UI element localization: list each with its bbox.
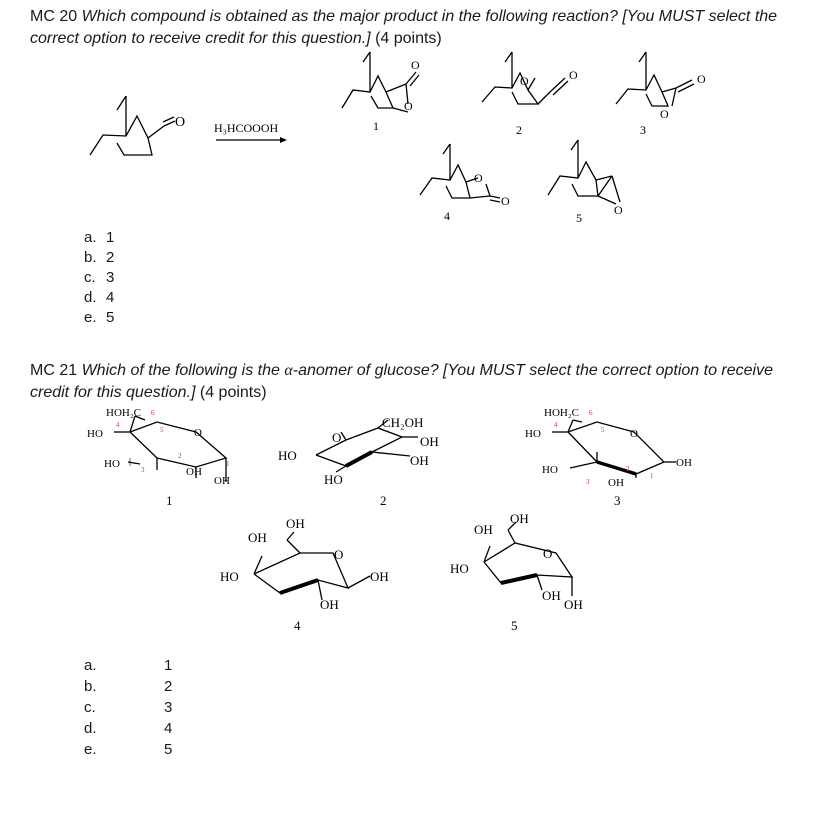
q21-s4-oh-right: OH [370,569,389,584]
q20-number: MC 20 [30,8,78,25]
q20-reagent: H₃HCOOOH [214,121,279,135]
q21-s1-num-2: 2 [178,452,182,460]
q20-reactant-structure [90,96,185,155]
q21-s3-num-2: 2 [626,465,630,473]
q21-s3-oh-c1: OH [676,457,692,469]
q21-s3-num-5: 5 [601,426,605,434]
q21-s3-num-1: 1 [650,472,654,480]
q20-option-value: 2 [106,249,115,266]
q21-label-3: 3 [614,493,621,508]
q21-s1-oh-c2: OH [186,466,202,478]
q21-label-1: 1 [166,493,173,508]
q21-structure-5 [450,511,583,633]
q21-question [30,360,790,404]
q21-option-a[interactable]: a. [84,657,97,674]
q21-s2-ch2oh: CH₂OH [382,415,424,430]
q21-s1-ring-O: O [194,427,202,439]
q20-option-value: 4 [106,289,115,306]
q21-s5-ho: HO [450,561,469,576]
q20-label-4: 4 [444,209,450,223]
q21-stem-pre: Which of the following is the [81,362,285,379]
q21-s4-ho: HO [220,569,239,584]
q20-p4-O-ring: O [474,171,483,185]
q21-option-b-value[interactable]: 2 [164,678,173,695]
q21-s5-oh-c6: OH [474,522,493,537]
q20-option-c[interactable] [84,268,114,288]
q21-option-d-value[interactable]: 4 [164,720,173,737]
q21-s2-ho-left: HO [278,448,297,463]
q20-option-d[interactable] [84,288,114,308]
q21-option-c[interactable]: c. [84,699,96,716]
q21-s1-num-4: 4 [116,421,120,429]
q21-s4-ring-O: O [334,547,344,562]
q20-label-1: 1 [373,119,379,133]
q21-s5-oh-c2: OH [542,588,561,603]
q20-p1-O-carbonyl: O [411,58,420,72]
q20-p2-O-ring: O [520,74,529,88]
q21-s1-ho-c3: HO [104,458,120,470]
q20-option-letter: b. [84,249,97,266]
q21-s5-ring-O: O [543,546,553,561]
q21-structure-2 [278,415,439,508]
q21-option-letters [84,655,97,760]
q21-alpha: α [284,362,293,379]
q21-option-values [164,655,172,760]
q20-p5-O-epoxide: O [614,203,623,217]
q20-label-2: 2 [516,123,522,137]
q21-s3-oh-c2: OH [608,477,624,489]
q21-option-e[interactable]: e. [84,741,97,758]
q21-s3-ring-O: O [630,428,638,440]
q20-product-2-structure [482,52,578,137]
q20-option-value: 5 [106,309,115,326]
q21-number: MC 21 [30,362,78,379]
q20-option-letter: e. [84,309,97,326]
q21-points: (4 points) [199,384,267,401]
q20-product-4-structure [420,144,510,223]
q21-structure-1 [87,407,230,508]
q20-points: (4 points) [375,30,442,47]
q20-label-5: 5 [576,211,582,225]
q21-s4-oh-bottom: OH [320,597,339,612]
q21-s2-oh-right: OH [410,453,429,468]
q21-s1-num-1: 1 [226,460,230,468]
q20-product-5-structure [548,140,623,225]
q20-options [84,228,114,328]
q20-label-3: 3 [640,123,646,137]
q20-reaction-arrow [280,137,287,143]
q21-option-c-value[interactable]: 3 [164,699,173,716]
q20-option-a[interactable] [84,228,114,248]
q20-product-1-structure [342,52,420,133]
q21-label-5: 5 [511,618,518,633]
q21-s1-num-3: 3 [141,466,145,474]
q20-option-b[interactable] [84,248,114,268]
q20-product-3-structure [616,52,706,137]
q21-s3-ho-c3: HO [542,464,558,476]
q21-s3-ho-c4: HO [525,428,541,440]
q20-option-letter: d. [84,289,97,306]
q20-option-e[interactable] [84,308,114,328]
q21-s1-oh-c1: OH [214,475,230,487]
q21-s1-num-6: 6 [151,409,155,417]
q20-option-letter: a. [84,229,97,246]
q21-stem-post: -anomer of glucose? [You MUST select the correct option to receive credit for this question.] [30,362,773,401]
q20-p3-O-ring: O [660,107,669,121]
q20-p3-O-carbonyl: O [697,72,706,86]
q21-option-e-value[interactable]: 5 [164,741,173,758]
q20-option-value: 3 [106,269,115,286]
q20-p4-O-carbonyl: O [501,194,510,208]
q21-label-2: 2 [380,493,387,508]
q21-s2-ho-bottom: HO [324,472,343,487]
q20-option-letter: c. [84,269,96,286]
q21-s1-ho-c4: HO [87,428,103,440]
q20-reactant-O: O [175,115,186,130]
q21-s5-oh-c1: OH [564,597,583,612]
q21-s1-num-5: 5 [160,426,164,434]
q21-s3-hoh2c: HOH₂C [544,407,580,419]
q21-s2-ring-O: O [332,430,342,445]
q21-label-4: 4 [294,618,301,633]
q21-s3-num-3: 3 [586,478,590,486]
q21-option-a-value[interactable]: 1 [164,657,173,674]
q21-structure-4 [220,516,389,633]
q21-s3-num-6: 6 [589,409,593,417]
q21-s2-oh-top: OH [420,434,439,449]
q21-s5-oh-top: OH [510,511,529,526]
q20-p1-O-ring: O [404,99,413,113]
q21-option-d[interactable]: d. [84,720,97,737]
q21-s4-oh-c6: OH [248,530,267,545]
q21-s4-oh-top: OH [286,516,305,531]
q21-s3-num-4: 4 [554,421,558,429]
q20-p2-O-carbonyl: O [569,68,578,82]
q21-s1-hoh2c: HOH₂C [106,407,142,419]
q21-option-b[interactable]: b. [84,678,97,695]
q20-option-value: 1 [106,229,115,246]
q20-stem: Which compound is obtained as the major product in the following reaction? [You MUST select the correct option to receive credit for this question.] [30,8,778,47]
q21-structure-3 [525,407,692,508]
